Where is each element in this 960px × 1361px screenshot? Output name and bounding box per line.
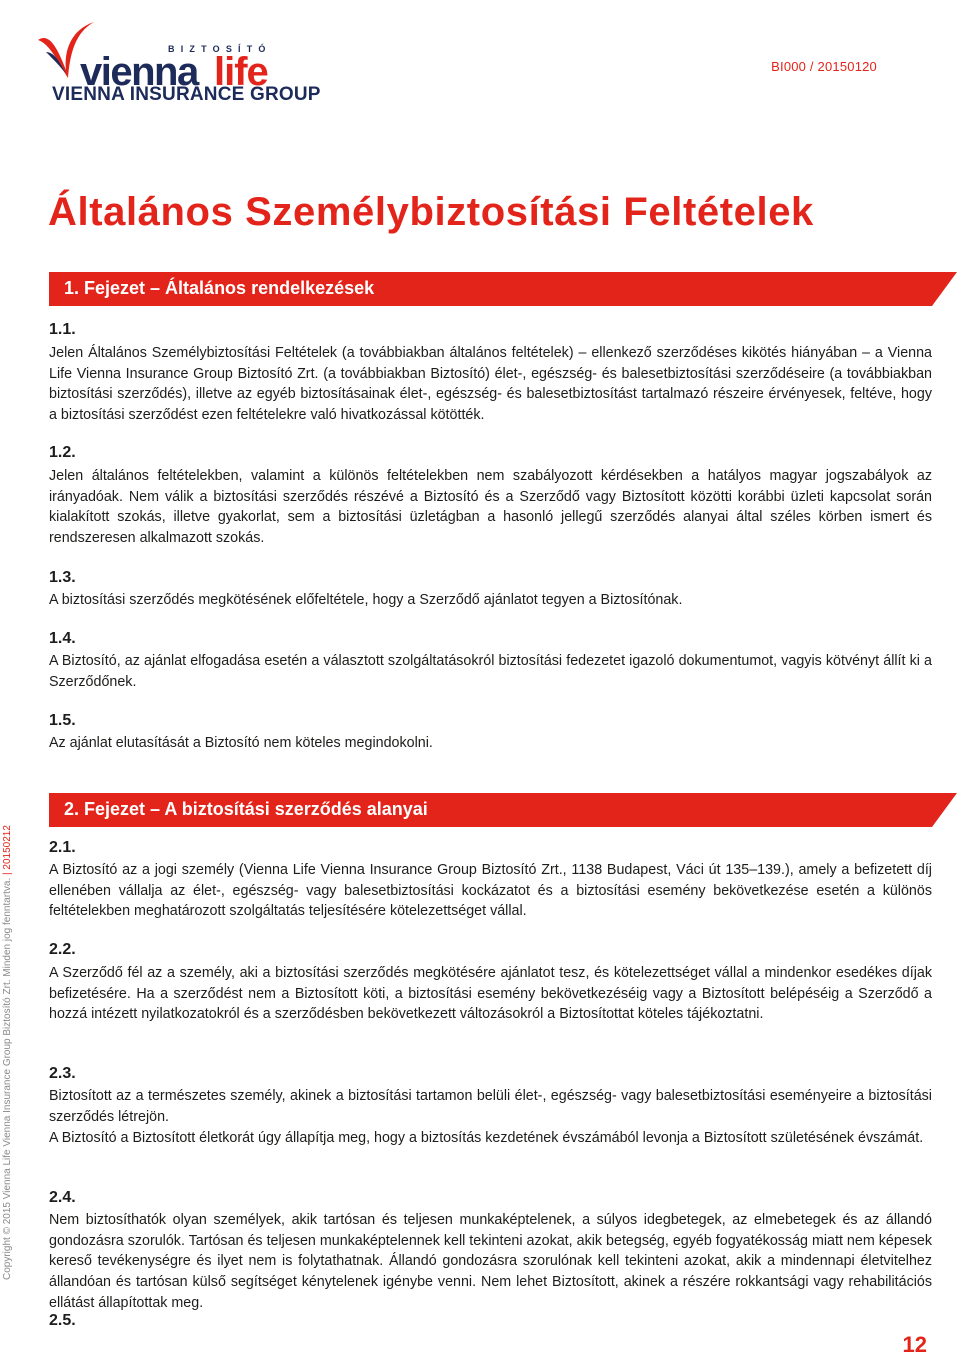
section-paragraph: Jelen általános feltételekben, valamint a különös feltételekben nem szabályozott kérdésekben a hatályos magyar jogszabályok az irányadóak. Nem válik a biztosítási szerződés részévé a Biztosító és a Szerződő vagy Biztosított közötti korábbi üzleti kapcsolat során kialakított szokás, illetve gyakorlat, sem a biztosítási üzletágban a hasonló jellegű szerződés alanyai által széles körben ismert és rendszeresen alkalmazott szokás. <box>49 468 932 547</box>
copyright-notice <box>2 780 13 1280</box>
section-number: 2.2. <box>49 941 76 958</box>
chapter-2-label: 2. Fejezet – A biztosítási szerződés alanyai <box>64 799 428 819</box>
logo-group-text: VIENNA INSURANCE GROUP <box>52 84 321 105</box>
section-number: 1.1. <box>49 321 76 338</box>
section-paragraph: A biztosítási szerződés megkötésének előfeltétele, hogy a Szerződő ajánlatot tegyen a Biztosítónak. <box>49 592 683 608</box>
section-paragraph: A Szerződő fél az a személy, aki a biztosítási szerződés megkötésére ajánlatot tesz, és kötelezettséget vállal a mindenkor esedékes díjak befizetésére. Ha a szerződést nem a Biztosított köti, a biztosítási esemény bekövetkezéséig vagy a Biztosított belépéséig a Szerződő a hozzá intézett nyilatkozatokról és a szerződésben bekövetkezett változásokról a Biztosítottat köteles tájékoztatni. <box>49 965 932 1023</box>
section-paragraph: Biztosított az a természetes személy, akinek a biztosítási tartamon belüli élet-, egészség- vagy balesetbiztosítási eseményeire a biztosítási szerződés létrejön. <box>49 1088 932 1125</box>
section-number: 1.3. <box>49 569 76 586</box>
copyright-text: Copyright © 2015 Vienna Life Vienna Insurance Group Biztosító Zrt. Minden jog fenntartva. <box>2 877 13 1280</box>
section-number: 2.3. <box>49 1065 76 1082</box>
section-number: 2.1. <box>49 839 76 856</box>
logo-vienna-text: vienna <box>80 50 198 94</box>
section-paragraph: Az ajánlat elutasítását a Biztosító nem köteles megindokolni. <box>49 735 433 751</box>
section-paragraph: A Biztosító a Biztosított életkorát úgy állapítja meg, hogy a biztosítás kezdetének évszámából levonja a Biztosított születésének évszámát. <box>49 1130 924 1146</box>
chapter-1-heading <box>49 272 957 306</box>
section-paragraph: A Biztosító, az ajánlat elfogadása esetén a választott szolgáltatásokról biztosítási fedezetet igazoló dokumentumot, vagyis kötvényt állít ki a Szerződőnek. <box>49 653 932 690</box>
section-paragraph: Jelen Általános Személybiztosítási Feltételek (a továbbiakban általános feltételek) – ellenkező szerződéses kikötés hiányában – a Vienna Life Vienna Insurance Group Biztosító Zrt. (a továbbiakban Biztosító) élet-, egészség- és balesetbiztosítási szerződéseire (a továbbiakban biztosítási szerződés), illetve az egyéb biztosításainak élet-, egészség- és balesetbiztosítást tartalmazó részeire érvényesek, feltéve, hogy a biztosítási szerződést ezen feltételekre való hivatkozással kötötték. <box>49 345 932 424</box>
section-number: 2.5. <box>49 1312 76 1329</box>
logo-life-text: life <box>214 50 268 94</box>
page-number: 12 <box>902 1332 927 1357</box>
chapter-2-heading <box>49 793 957 827</box>
copyright-date: 20150212 <box>2 825 13 870</box>
vienna-life-logo <box>36 4 321 105</box>
section-number: 1.4. <box>49 630 76 647</box>
section-paragraph: A Biztosító az a jogi személy (Vienna Life Vienna Insurance Group Biztosító Zrt., 1138 Budapest, Váci út 135–139.), amely a befizetett díj ellenében vállalja az élet-, egészség- vagy balesetbiztosítási kockázatot és a biztosítási esemény bekövetkezése esetén a különös feltételekben meghatározott szolgáltatás teljesítésére kötelezettséget vállal. <box>49 862 932 920</box>
logo-wordmark <box>36 22 308 94</box>
section-number: 2.4. <box>49 1189 76 1206</box>
section-number: 1.2. <box>49 444 76 461</box>
document-code: BI000 / 20150120 <box>771 59 877 74</box>
page-title: Általános Személybiztosítási Feltételek <box>48 190 814 234</box>
copyright-separator: | <box>2 872 13 875</box>
chapter-1-label: 1. Fejezet – Általános rendelkezések <box>64 278 375 298</box>
logo-biztosito-text: BIZTOSÍTÓ <box>168 44 272 54</box>
section-number: 1.5. <box>49 712 76 729</box>
section-paragraph: Nem biztosíthatók olyan személyek, akik tartósan és teljesen munkaképtelenek, a súlyos idegbetegek, az elmebetegek és az állandó gondozásra szorulók. Tartósan és teljesen munkaképtelennek kell tekinteni azokat, akik betegség, egyéb fogyatékosság miatt nem képesek kereső tevékenységre és ilyet nem is folytathatnak. Állandó gondozásra szorulónak kell tekinteni azokat, akik a mindennapi életvitelhez állandóan és tartósan külső segítséget kénytelenek igénybe venni. Nem lehet Biztosított, akinek a részére rokkantsági vagy rehabilitációs ellátást állapítottak meg. <box>49 1212 932 1311</box>
